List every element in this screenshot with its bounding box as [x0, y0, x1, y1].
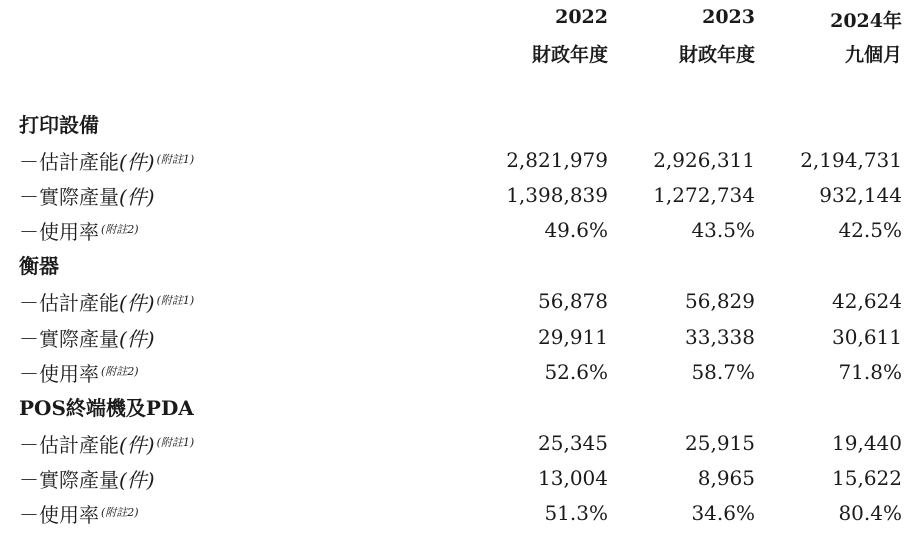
value-cell: 49.6%	[544, 218, 608, 242]
value-cell: 2,821,979	[506, 148, 608, 172]
value-cell: 42,624	[832, 289, 902, 313]
row-label: －實際產量(件)	[19, 327, 155, 351]
table-row	[0, 463, 921, 493]
value-cell: 51.3%	[544, 501, 608, 525]
value-cell: 2,926,311	[653, 148, 755, 172]
row-label: －估計產能(件) $^{(附註1)}$	[19, 433, 195, 457]
table-row	[0, 322, 921, 352]
value-cell: 1,398,839	[506, 183, 608, 207]
header-col3-year: 2024年	[830, 10, 902, 32]
value-cell: 932,144	[819, 183, 902, 207]
header-col2-year: 2023	[702, 6, 755, 28]
header-year-row	[0, 6, 921, 34]
value-cell: 34.6%	[691, 501, 755, 525]
header-col1-year: 2022	[555, 6, 608, 28]
value-cell: 13,004	[538, 466, 608, 490]
table-row	[0, 357, 921, 387]
row-label: －實際產量(件)	[19, 468, 155, 492]
table-row	[0, 428, 921, 458]
row-label: －實際產量(件)	[19, 185, 155, 209]
value-cell: 15,622	[832, 466, 902, 490]
section-title-row	[0, 251, 921, 281]
value-cell: 33,338	[685, 325, 755, 349]
section-title: 衡器	[19, 254, 59, 278]
table-row	[0, 498, 921, 528]
value-cell: 80.4%	[838, 501, 902, 525]
value-cell: 25,915	[685, 431, 755, 455]
value-cell: 56,878	[538, 289, 608, 313]
section-title-row	[0, 393, 921, 423]
table-row	[0, 215, 921, 245]
value-cell: 52.6%	[544, 360, 608, 384]
table-row	[0, 286, 921, 316]
header-col1-sub: 財政年度	[531, 44, 608, 66]
section-title: POS終端機及PDA	[19, 396, 194, 420]
table-row	[0, 180, 921, 210]
row-label: －使用率 $^{(附註2)}$	[19, 220, 139, 244]
value-cell: 71.8%	[838, 360, 902, 384]
value-cell: 25,345	[538, 431, 608, 455]
row-label: －估計產能(件) $^{(附註1)}$	[19, 291, 195, 315]
value-cell: 29,911	[538, 325, 608, 349]
header-col3-sub: 九個月	[844, 44, 902, 66]
section-title-row	[0, 110, 921, 140]
value-cell: 56,829	[685, 289, 755, 313]
row-label: －估計產能(件) $^{(附註1)}$	[19, 150, 195, 174]
row-label: －使用率 $^{(附註2)}$	[19, 362, 139, 386]
table-row	[0, 145, 921, 175]
value-cell: 30,611	[832, 325, 902, 349]
header-sub-row	[0, 40, 921, 68]
value-cell: 2,194,731	[800, 148, 902, 172]
header-col2-sub: 財政年度	[678, 44, 755, 66]
section-title: 打印設備	[19, 113, 99, 137]
row-label: －使用率 $^{(附註2)}$	[19, 503, 139, 527]
value-cell: 43.5%	[691, 218, 755, 242]
value-cell: 19,440	[832, 431, 902, 455]
value-cell: 8,965	[697, 466, 755, 490]
value-cell: 58.7%	[691, 360, 755, 384]
value-cell: 1,272,734	[653, 183, 755, 207]
value-cell: 42.5%	[838, 218, 902, 242]
